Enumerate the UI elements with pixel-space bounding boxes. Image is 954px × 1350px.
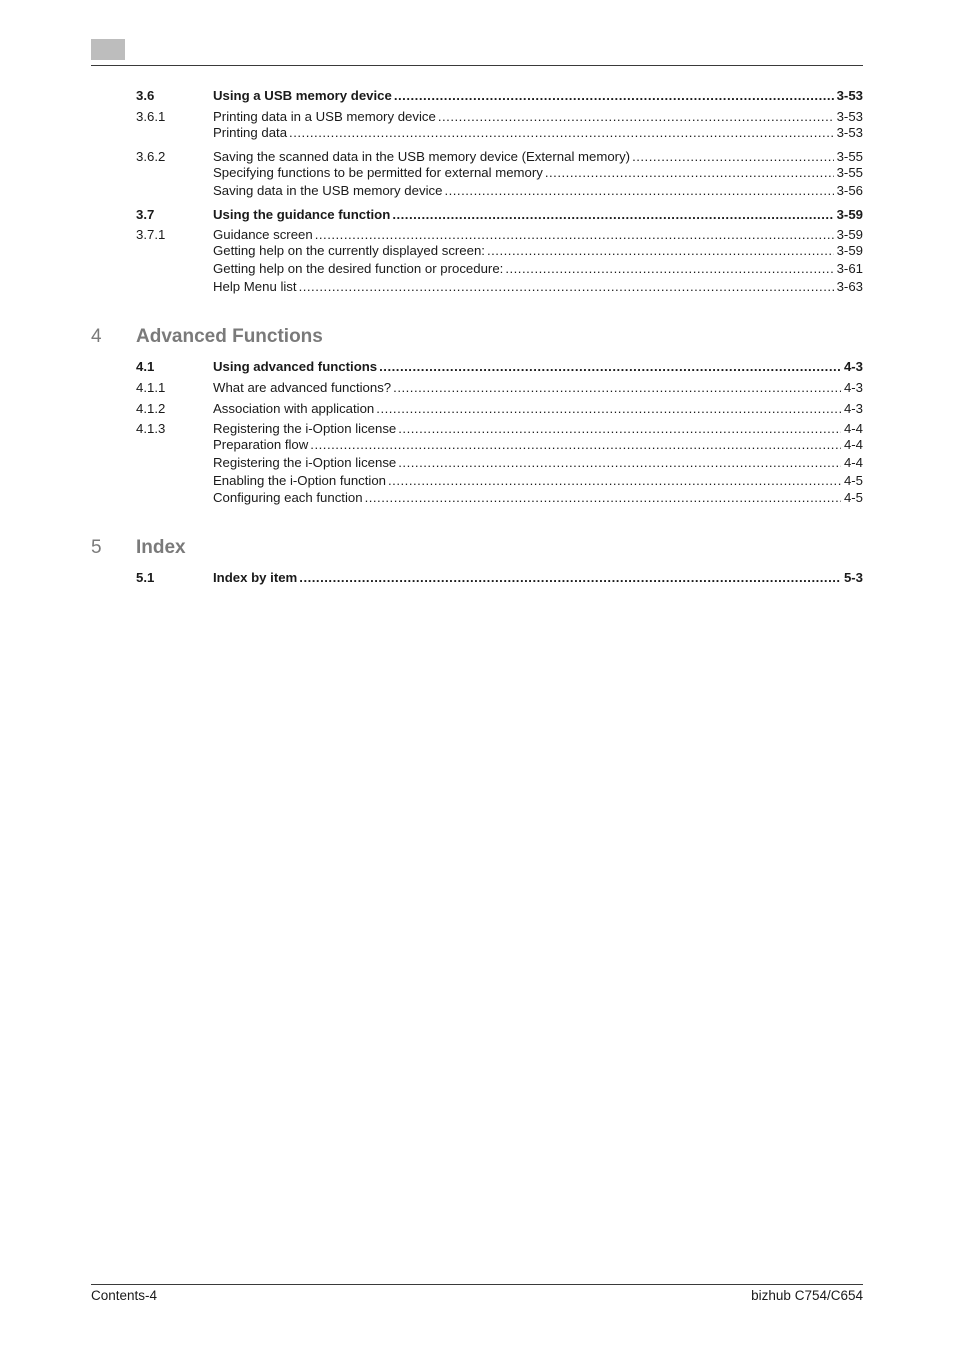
toc-dot-leader	[289, 124, 834, 141]
toc-entry-title: Saving the scanned data in the USB memory device (External memory)	[213, 149, 631, 164]
toc-entry-number: 4.1.2	[136, 401, 166, 416]
toc-entry-topic[interactable]	[136, 124, 863, 141]
footer-product-name: bizhub C754/C654	[751, 1288, 863, 1303]
page-corner-tab	[91, 39, 125, 60]
toc-entry-title: Using advanced functions	[213, 359, 378, 374]
toc-entry-page: 4-5	[843, 473, 863, 488]
toc-entry-page: 4-4	[843, 437, 863, 452]
toc-entry-page: 3-59	[836, 227, 863, 242]
toc-dot-leader	[315, 226, 834, 243]
toc-entry-page: 5-3	[843, 570, 863, 585]
toc-entry-topic[interactable]	[136, 278, 863, 295]
toc-entry-topic[interactable]	[136, 182, 863, 199]
toc-entry-title: Registering the i-Option license	[213, 421, 397, 436]
toc-entry-title: Index by item	[213, 570, 298, 585]
toc-entry-number: 3.6.2	[136, 149, 166, 164]
toc-entry-number: 4.1.3	[136, 421, 166, 436]
toc-dot-leader	[444, 182, 833, 199]
toc-entry-page: 3-63	[836, 279, 863, 294]
header-rule	[91, 65, 863, 66]
toc-entry-section[interactable]	[136, 569, 863, 586]
toc-entry-topic[interactable]	[136, 260, 863, 277]
toc-entry-subsection[interactable]	[136, 148, 863, 165]
toc-dot-leader	[392, 206, 833, 223]
toc-entry-number: 3.6	[136, 88, 155, 103]
toc-entry-title: Getting help on the desired function or procedure:	[213, 261, 504, 276]
toc-entry-page: 3-61	[836, 261, 863, 276]
toc-entry-title: Printing data	[213, 125, 288, 140]
toc-dot-leader	[394, 87, 834, 104]
toc-entry-section[interactable]	[136, 87, 863, 104]
toc-entry-topic[interactable]	[136, 472, 863, 489]
footer-page-label: Contents-4	[91, 1288, 158, 1303]
toc-entry-title: Saving data in the USB memory device	[213, 183, 443, 198]
toc-dot-leader	[438, 108, 834, 125]
toc-entry-title: Help Menu list	[213, 279, 297, 294]
toc-entry-page: 4-3	[843, 359, 863, 374]
toc-entry-page: 4-5	[843, 490, 863, 505]
chapter-title: Advanced Functions	[136, 326, 323, 347]
toc-entry-title: Enabling the i-Option function	[213, 473, 387, 488]
chapter-number: 4	[91, 326, 102, 347]
toc-dot-leader	[545, 164, 834, 181]
toc-entry-subsection[interactable]	[136, 400, 863, 417]
toc-entry-subsection[interactable]	[136, 420, 863, 437]
toc-entry-number: 5.1	[136, 570, 155, 585]
toc-entry-page: 4-3	[843, 401, 863, 416]
toc-entry-title: Registering the i-Option license	[213, 455, 397, 470]
toc-entry-number: 3.6.1	[136, 109, 166, 124]
toc-dot-leader	[299, 569, 841, 586]
toc-entry-subsection[interactable]	[136, 379, 863, 396]
toc-entry-topic[interactable]	[136, 164, 863, 181]
toc-entry-title: Printing data in a USB memory device	[213, 109, 436, 124]
toc-dot-leader	[487, 242, 834, 259]
toc-entry-title: Guidance screen	[213, 227, 313, 242]
toc-dot-leader	[388, 472, 841, 489]
toc-entry-title: What are advanced functions?	[213, 380, 392, 395]
toc-entry-page: 3-53	[836, 125, 863, 140]
toc-entry-title: Using the guidance function	[213, 207, 391, 222]
toc-entry-title: Configuring each function	[213, 490, 363, 505]
toc-dot-leader	[376, 400, 841, 417]
toc-entry-section[interactable]	[136, 358, 863, 375]
toc-entry-topic[interactable]	[136, 454, 863, 471]
toc-entry-topic[interactable]	[136, 242, 863, 259]
toc-dot-leader	[505, 260, 833, 277]
toc-entry-title: Specifying functions to be permitted for external memory	[213, 165, 543, 180]
toc-dot-leader	[398, 420, 841, 437]
toc-dot-leader	[398, 454, 841, 471]
toc-entry-number: 4.1	[136, 359, 155, 374]
toc-dot-leader	[310, 436, 841, 453]
toc-entry-page: 3-55	[836, 149, 863, 164]
toc-entry-title: Using a USB memory device	[213, 88, 392, 103]
toc-dot-leader	[379, 358, 841, 375]
toc-entry-page: 4-3	[843, 380, 863, 395]
toc-dot-leader	[299, 278, 834, 295]
toc-entry-page: 3-56	[836, 183, 863, 198]
toc-entry-page: 4-4	[843, 455, 863, 470]
toc-dot-leader	[365, 489, 841, 506]
toc-entry-page: 3-59	[836, 243, 863, 258]
toc-dot-leader	[632, 148, 834, 165]
toc-entry-page: 3-53	[836, 88, 863, 103]
chapter-number: 5	[91, 537, 102, 558]
toc-entry-topic[interactable]	[136, 436, 863, 453]
toc-entry-topic[interactable]	[136, 489, 863, 506]
toc-entry-page: 4-4	[843, 421, 863, 436]
toc-entry-title: Getting help on the currently displayed screen:	[213, 243, 485, 258]
toc-entry-subsection[interactable]	[136, 108, 863, 125]
toc-dot-leader	[393, 379, 841, 396]
toc-entry-number: 4.1.1	[136, 380, 166, 395]
toc-entry-number: 3.7.1	[136, 227, 166, 242]
footer-rule	[91, 1284, 863, 1285]
toc-entry-page: 3-53	[836, 109, 863, 124]
toc-entry-page: 3-55	[836, 165, 863, 180]
toc-entry-title: Association with application	[213, 401, 375, 416]
toc-entry-title: Preparation flow	[213, 437, 309, 452]
toc-entry-page: 3-59	[836, 207, 863, 222]
toc-entry-subsection[interactable]	[136, 226, 863, 243]
toc-entry-section[interactable]	[136, 206, 863, 223]
toc-entry-number: 3.7	[136, 207, 155, 222]
chapter-title: Index	[136, 537, 186, 558]
